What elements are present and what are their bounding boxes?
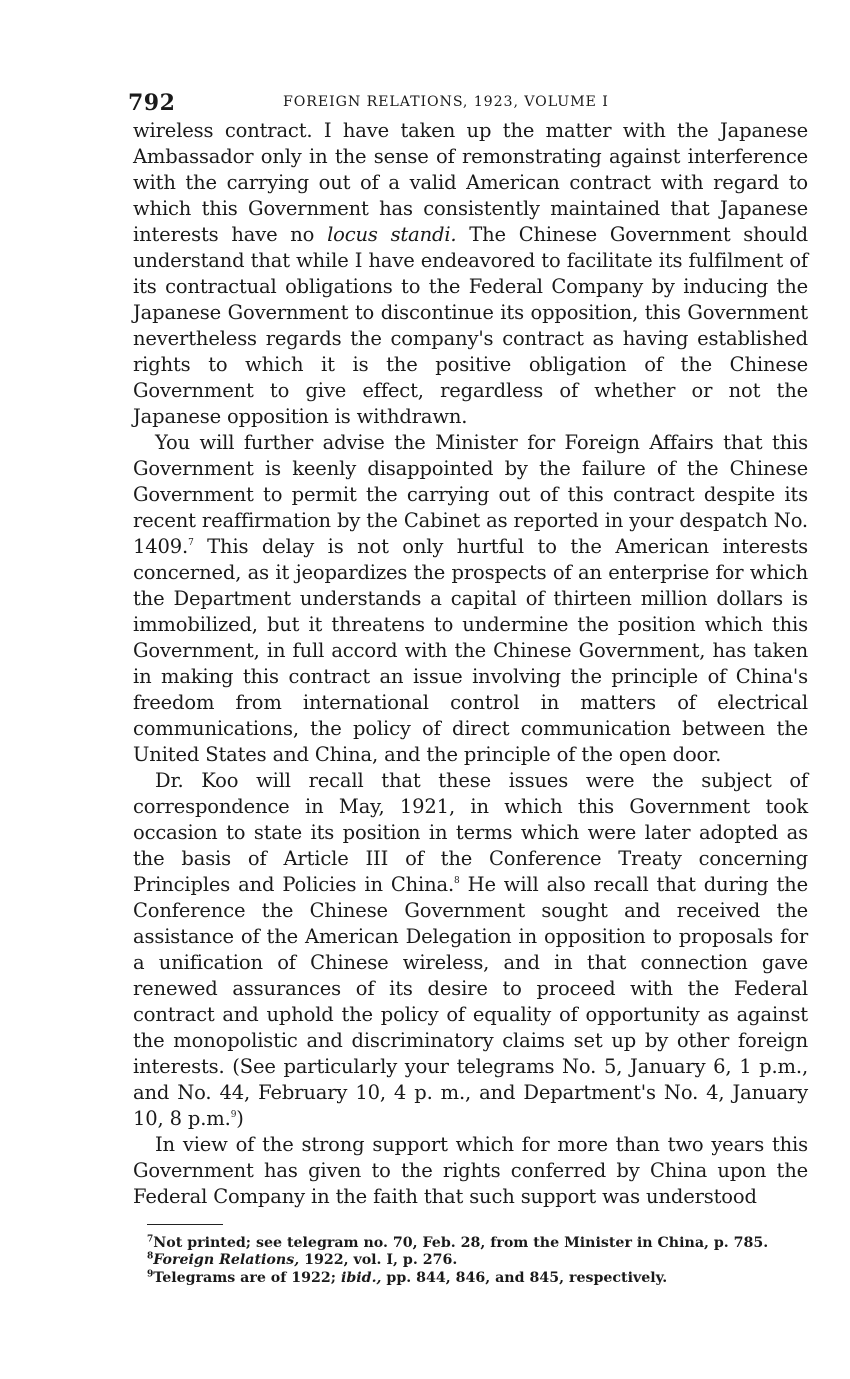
paragraph-3-text-b: He will also recall that during the Conference the Chinese Government sought and received the assistance of the American Delegation in opposition to proposals for a unification of Chinese wireless, and in that connection gave renewed assurances of its desire to proceed with the Federal contract and uphold the policy of equality of opportunity as against the monopolistic and discriminatory claims set up by other foreign interests. (See particularly your telegrams No. 5, January 6, 1 p.m., and No. 44, February 10, 4 p. m., and Department's No. 4, January 10, 8 p.m. (133, 873, 808, 1130)
footnote-ref-9: 9 (230, 1109, 237, 1120)
paragraph-1-text-b: The Chinese Government should understand that while I have endeavored to facilitate its fulfilment of its contractual obligations to the Federal Company by inducing the Japanese Government to discontinue its opposition, this Government nevertheless regards the company's contract as having established rights to which it is the positive obligation of the Chinese Government to give effect, regardless of whether or not the Japanese opposition is withdrawn. (133, 223, 808, 428)
paragraph-3 (133, 768, 808, 1132)
paragraph-2-text-b: This delay is not only hurtful to the American interests concerned, as it jeopardizes the prospects of an enterprise for which the Department understands a capital of thirteen million dollars is immobilized, but it threatens to undermine the position which this Government, in full accord with the Chinese Government, has taken in making this contract an issue involving the principle of China's freedom from international control in matters of electrical communications, the policy of direct communication between the United States and China, and the principle of the open door. (133, 535, 808, 766)
footnote-8-text: 1922, vol. I, p. 276. (299, 1252, 458, 1269)
footnote-8-mark: 8 (147, 1251, 154, 1262)
footnote-9-italic: ibid., (340, 1269, 382, 1286)
footnote-9-mark: 9 (147, 1269, 154, 1280)
footnote-ref-8: 8 (454, 875, 460, 886)
running-head (128, 88, 808, 118)
paragraph-1-italic: locus standi. (327, 223, 457, 246)
paragraph-4 (133, 1132, 808, 1210)
paragraph-3-text-c: ) (236, 1107, 244, 1130)
paragraph-2-text-a: You will further advise the Minister for Foreign Affairs that this Government is keenly disappointed by the failure of the Chinese Government to permit the carrying out of this contract despite its recent reaffirmation by the Cabinet as reported in your despatch No. 1409. (133, 431, 808, 558)
footnote-divider (147, 1224, 223, 1225)
paragraph-2 (133, 430, 808, 768)
footnote-7-mark: 7 (147, 1234, 154, 1245)
paragraph-1 (133, 118, 808, 430)
footnote-8 (147, 1252, 808, 1269)
footnote-9-text-a: Telegrams are of 1922; (153, 1269, 341, 1286)
footnote-7-text: Not printed; see telegram no. 70, Feb. 28, from the Minister in China, p. 785. (153, 1235, 769, 1251)
document-page (128, 88, 808, 1287)
running-head-title: FOREIGN RELATIONS, 1923, VOLUME I (283, 94, 609, 110)
footnote-8-italic: Foreign Relations, (153, 1252, 300, 1269)
paragraph-4-text: In view of the strong support which for more than two years this Government has given to the rights conferred by China upon the Federal Company in the faith that such support was understood (133, 1133, 808, 1208)
footnote-9-text-b: pp. 844, 846, and 845, respectively. (381, 1269, 668, 1286)
page-number: 792 (128, 90, 176, 116)
footnote-ref-7: 7 (188, 537, 194, 548)
footnote-7 (147, 1235, 808, 1252)
body-text (133, 118, 808, 1210)
paragraph-3-text-a: Dr. Koo will recall that these issues were the subject of correspondence in May, 1921, in which this Government took occasion to state its position in terms which were later adopted as the basis of Article III of the Conference Treaty concerning Principles and Policies in China. (133, 769, 808, 896)
footnote-9 (147, 1270, 808, 1287)
footnotes (133, 1235, 808, 1287)
paragraph-1-text-a: wireless contract. I have taken up the matter with the Japanese Ambassador only in the sense of remonstrating against interference with the carrying out of a valid American contract with regard to which this Government has consistently maintained that Japanese interests have no (133, 119, 808, 246)
